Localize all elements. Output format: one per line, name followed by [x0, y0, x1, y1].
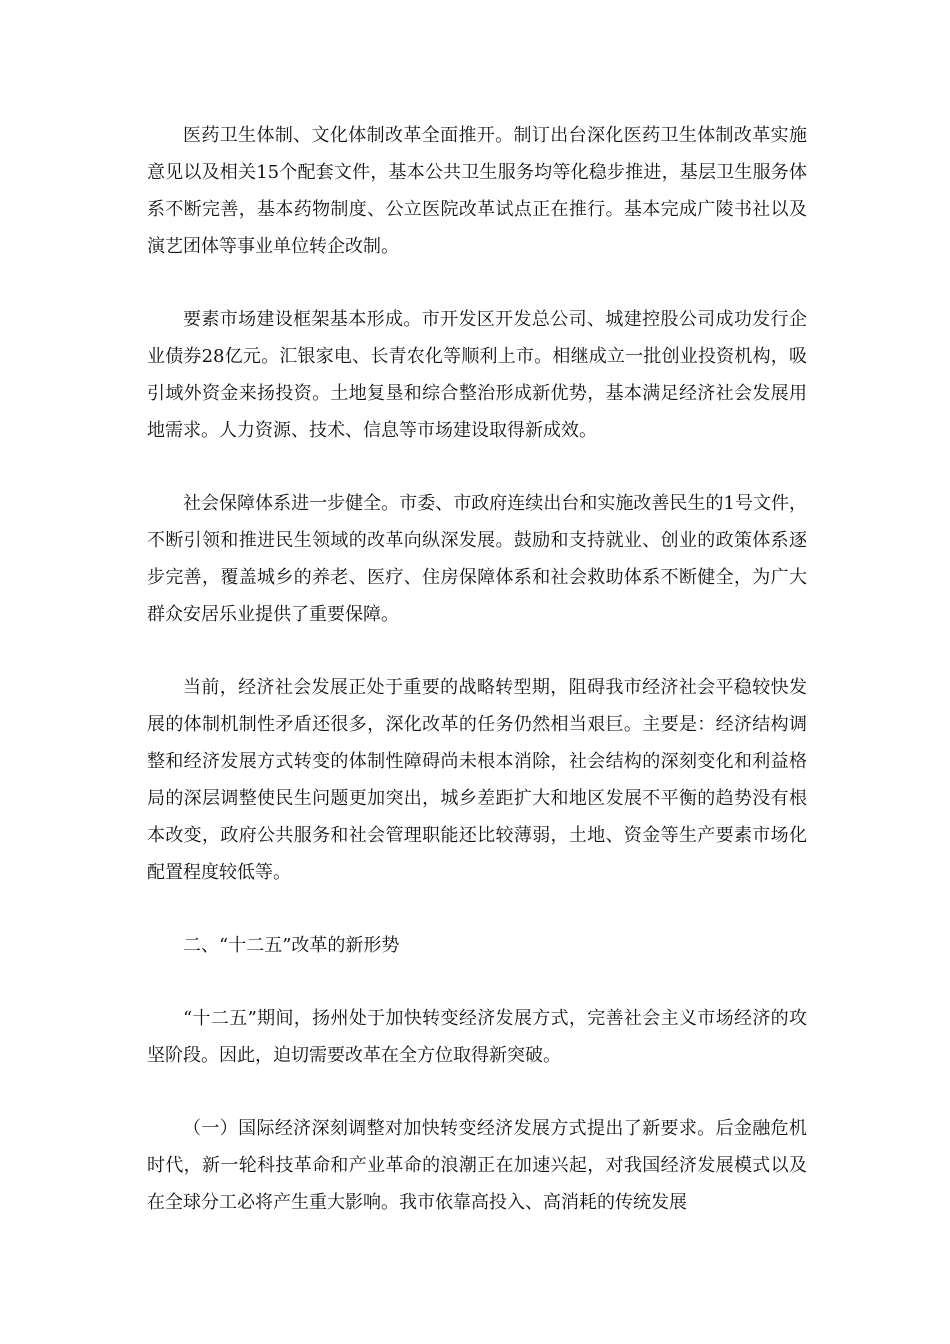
- paragraph-social-security: 社会保障体系进一步健全。市委、市政府连续出台和实施改善民生的1号文件，不断引领和推进民生领域的改革向纵深发展。鼓励和支持就业、创业的政策体系逐步完善，覆盖城乡的养老、医疗、住房保障体系和社会救助体系不断健全，为广大群众安居乐业提供了重要保障。: [147, 493, 807, 625]
- paragraph-medical-culture-reform: 医药卫生体制、文化体制改革全面推开。制订出台深化医药卫生体制改革实施意见以及相关15个配套文件，基本公共卫生服务均等化稳步推进，基层卫生服务体系不断完善，基本药物制度、公立医院改革试点正在推行。基本完成广陵书社以及演艺团体等事业单位转企改制。: [147, 125, 807, 257]
- paragraph-current-situation: 当前，经济社会发展正处于重要的战略转型期，阻碍我市经济社会平稳较快发展的体制机制性矛盾还很多，深化改革的任务仍然相当艰巨。主要是：经济结构调整和经济发展方式转变的体制性障碍尚未根本消除，社会结构的深刻变化和利益格局的深层调整使民生问题更加突出，城乡差距扩大和地区发展不平衡的趋势没有根本改变，政府公共服务和社会管理职能还比较薄弱，土地、资金等生产要素市场化配置程度较低等。: [147, 677, 807, 883]
- paragraph-twelfth-five-year: “十二五”期间，扬州处于加快转变经济发展方式，完善社会主义市场经济的攻坚阶段。因此，迫切需要改革在全方位取得新突破。: [147, 1008, 807, 1066]
- paragraph-international-economy: （一）国际经济深刻调整对加快转变经济发展方式提出了新要求。后金融危机时代，新一轮科技革命和产业革命的浪潮正在加速兴起，对我国经济发展模式以及在全球分工必将产生重大影响。我市依靠高投入、高消耗的传统发展: [147, 1118, 807, 1213]
- document-body: [147, 117, 807, 1257]
- section-heading: 二、“十二五”改革的新形势: [183, 935, 400, 956]
- paragraph-factor-market: 要素市场建设框架基本形成。市开发区开发总公司、城建控股公司成功发行企业债券28亿元。汇银家电、长青农化等顺利上市。相继成立一批创业投资机构，吸引域外资金来扬投资。土地复垦和综合整治形成新优势，基本满足经济社会发展用地需求。人力资源、技术、信息等市场建设取得新成效。: [147, 309, 807, 441]
